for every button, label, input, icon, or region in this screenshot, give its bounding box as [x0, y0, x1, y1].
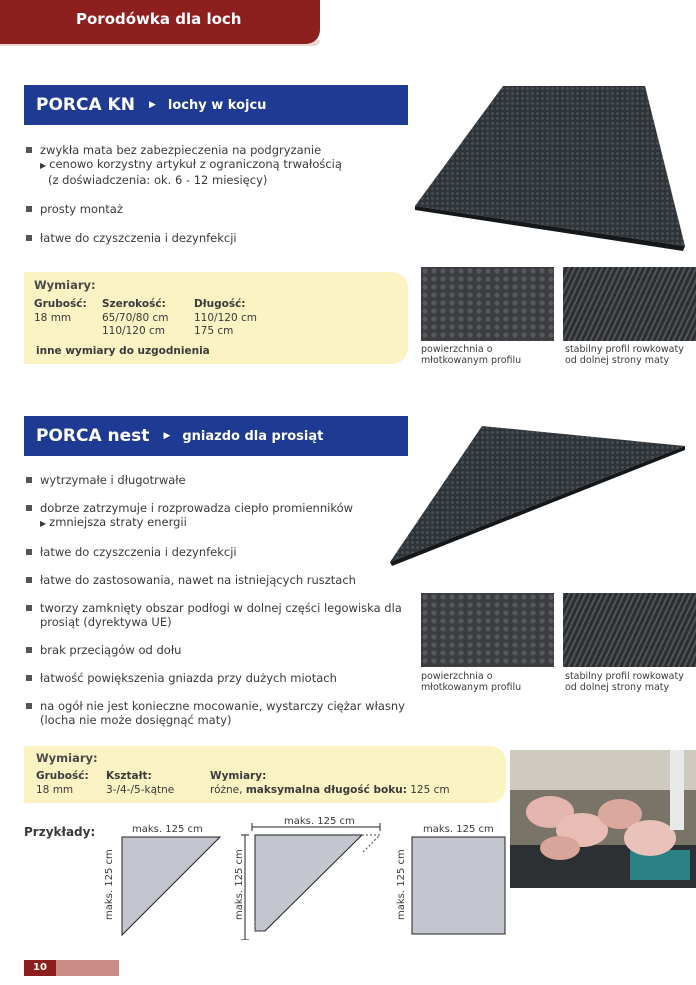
- list-item: tworzy zamknięty obszar podłogi w dolnej części legowiska dla: [26, 601, 405, 615]
- list-item: na ogół nie jest konieczne mocowanie, wystarczy ciężar własny: [26, 699, 405, 713]
- shape-header: Kształt:: [106, 770, 152, 782]
- porca-nest-features: [26, 473, 405, 727]
- pentagon-width-label: maks. 125 cm: [284, 816, 355, 827]
- section-subtitle: lochy w kojcu: [167, 97, 267, 113]
- triangle-width-label: maks. 125 cm: [132, 824, 203, 835]
- porca-nest-mat-image: [390, 420, 690, 570]
- shape-value: 3-/4-/5-kątne: [106, 784, 175, 796]
- image-caption: stabilny profil rowkowaty od dolnej strony maty: [565, 671, 684, 693]
- image-caption: stabilny profil rowkowaty od dolnej strony maty: [565, 344, 684, 366]
- porca-nest-dimensions: [24, 746, 506, 803]
- list-item: zwykła mata bez zabezpieczenia na podgryzanie: [26, 143, 342, 157]
- thickness-header: Grubość:: [36, 770, 89, 782]
- triangle-height-label: maks. 125 cm: [104, 849, 115, 920]
- section-subtitle: gniazdo dla prosiąt: [182, 428, 324, 444]
- hammered-surface-image: [421, 267, 554, 341]
- image-caption: powierzchnia o młotkowanym profilu: [421, 671, 522, 693]
- list-item: łatwe do czyszczenia i dezynfekcji: [26, 231, 342, 245]
- thickness-value: 18 mm: [36, 784, 74, 796]
- hammered-surface-image: [421, 593, 554, 667]
- length-value: 175 cm: [194, 325, 234, 337]
- dims-header: Wymiary:: [210, 770, 267, 782]
- width-value: 110/120 cm: [102, 325, 165, 337]
- list-subitem: (z doświadczenia: ok. 6 - 12 miesięcy): [48, 173, 268, 187]
- length-header: Długość:: [194, 298, 246, 310]
- width-header: Szerokość:: [102, 298, 166, 310]
- list-item: łatwość powiększenia gniazda przy dużych miotach: [26, 671, 405, 685]
- list-item: brak przeciągów od dołu: [26, 643, 405, 657]
- footer-bar: [56, 960, 119, 976]
- section-title: PORCA nest: [36, 426, 150, 446]
- header-title: Porodówka dla loch: [76, 10, 242, 28]
- pentagon-height-label: maks. 125 cm: [234, 849, 245, 920]
- header-tab: [0, 0, 320, 44]
- porca-kn-mat-image: [415, 86, 685, 251]
- list-subitem: (locha nie może dosięgnąć maty): [40, 713, 232, 727]
- ribbed-profile-image: [563, 593, 696, 667]
- image-caption: powierzchnia o młotkowanym profilu: [421, 344, 522, 366]
- width-value: 65/70/80 cm: [102, 312, 169, 324]
- examples-label: Przykłady:: [24, 825, 96, 839]
- arrow-right-icon: ▶: [163, 431, 171, 441]
- list-item: łatwe do czyszczenia i dezynfekcji: [26, 545, 405, 559]
- porca-kn-dimensions: [24, 272, 408, 364]
- list-item: dobrze zatrzymuje i rozprowadza ciepło promienników: [26, 501, 405, 515]
- arrow-right-icon: ▶: [40, 519, 47, 528]
- arrow-right-icon: ▶: [40, 161, 47, 170]
- section-header-porca-kn: [24, 85, 408, 125]
- porca-kn-features: [26, 143, 342, 245]
- thickness-value: 18 mm: [34, 312, 72, 324]
- list-item: łatwe do zastosowania, nawet na istniejących rusztach: [26, 573, 405, 587]
- list-subitem: ▶ zmniejsza straty energii: [40, 515, 187, 529]
- list-subitem: ▶ cenowo korzystny artykuł z ograniczoną trwałością: [40, 157, 342, 171]
- dims-value: różne, maksymalna długość boku: 125 cm: [210, 784, 450, 796]
- list-item: prosty montaż: [26, 202, 342, 216]
- dimensions-title: Wymiary:: [36, 751, 98, 765]
- list-subitem: prosiąt (dyrektywa UE): [40, 615, 172, 629]
- dimensions-title: Wymiary:: [34, 278, 96, 292]
- thickness-header: Grubość:: [34, 298, 87, 310]
- section-header-porca-nest: [24, 416, 408, 456]
- section-title: PORCA KN: [36, 95, 135, 115]
- square-height-label: maks. 125 cm: [396, 849, 407, 920]
- arrow-right-icon: ▶: [148, 100, 156, 110]
- ribbed-profile-image: [563, 267, 696, 341]
- list-item: wytrzymałe i długotrwałe: [26, 473, 405, 487]
- length-value: 110/120 cm: [194, 312, 257, 324]
- page-number: 10: [24, 960, 56, 976]
- square-width-label: maks. 125 cm: [423, 824, 494, 835]
- dimensions-note: inne wymiary do uzgodnienia: [36, 345, 210, 357]
